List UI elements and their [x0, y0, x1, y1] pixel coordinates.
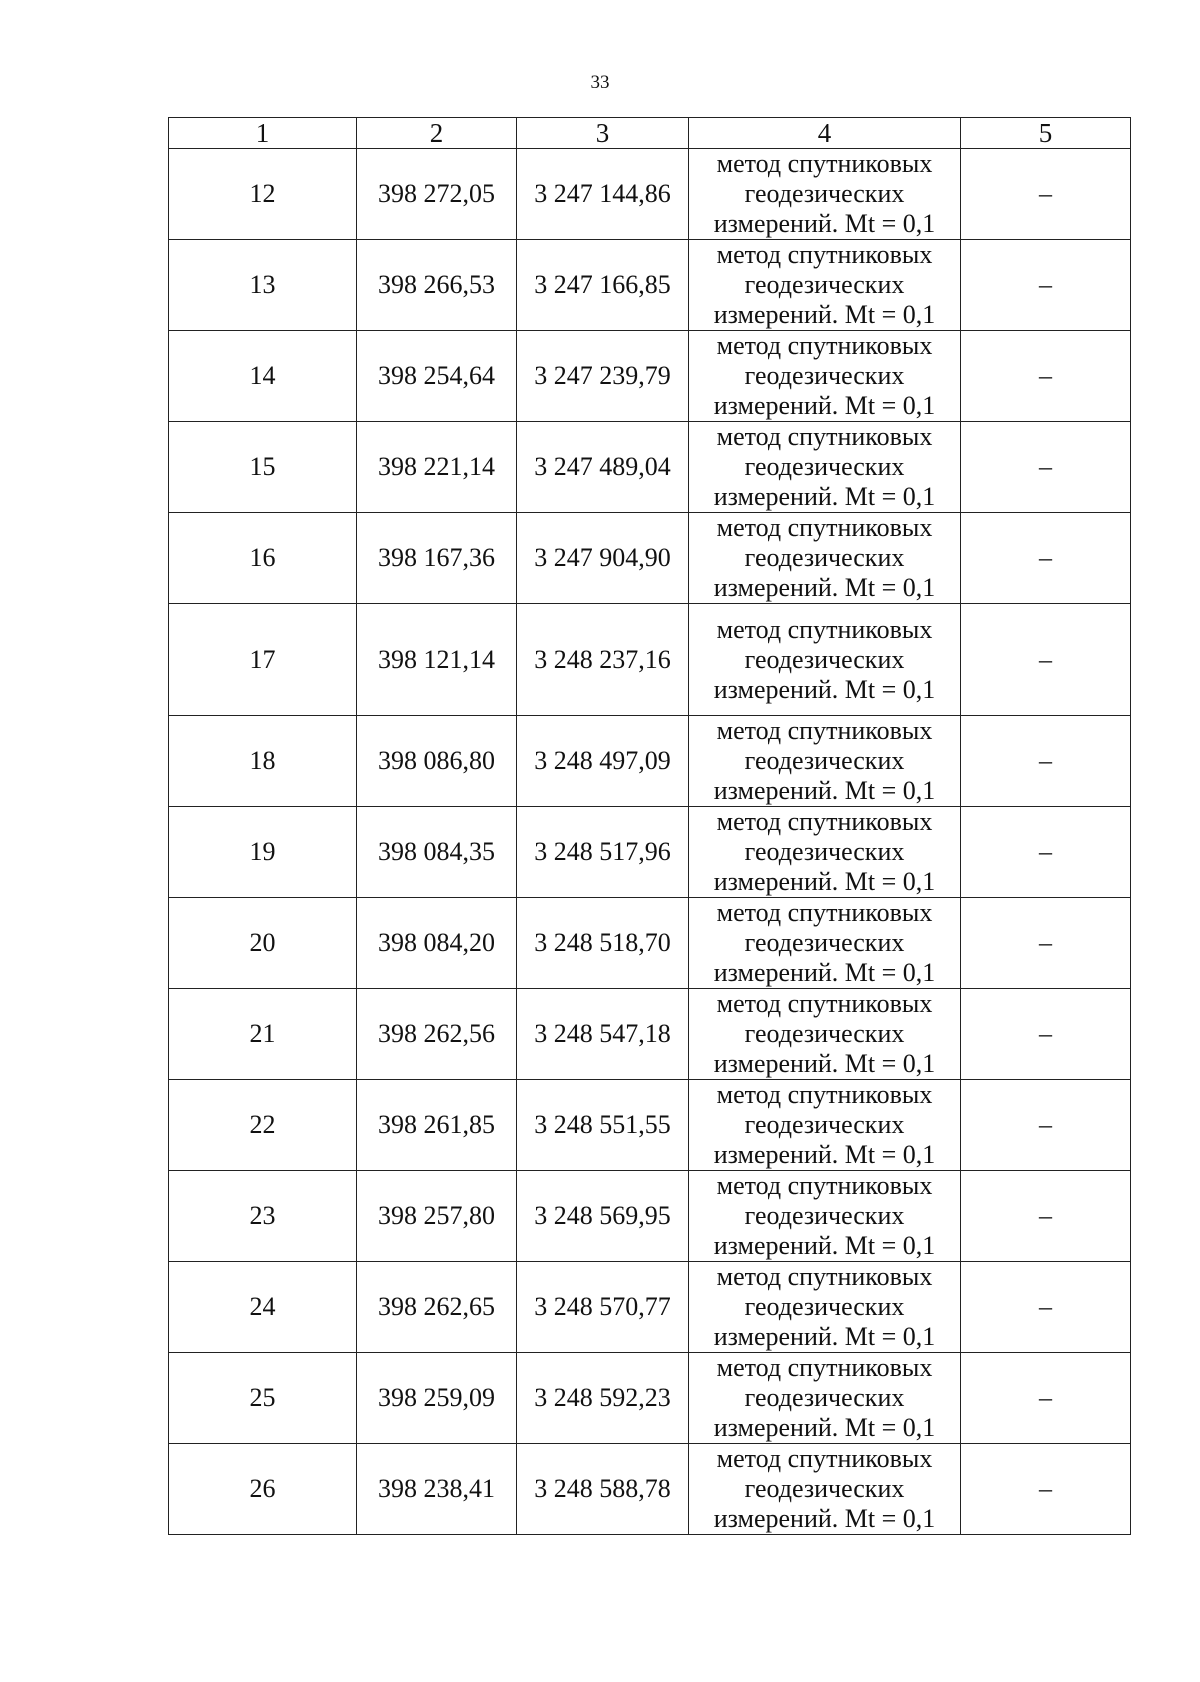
- method-cell: [689, 604, 961, 716]
- point-number-cell: 13: [169, 240, 357, 331]
- column-header-3: 3: [517, 118, 689, 149]
- y-coordinate-cell: 3 248 237,16: [517, 604, 689, 716]
- y-coordinate-cell: 3 248 570,77: [517, 1262, 689, 1353]
- point-number-cell: 15: [169, 422, 357, 513]
- method-cell: [689, 240, 961, 331]
- method-text: метод спутниковых геодезических измерений. Mt = 0,1: [713, 1080, 936, 1169]
- note-cell: –: [961, 513, 1131, 604]
- table-row: [169, 807, 1131, 898]
- method-text: метод спутниковых геодезических измерений. Mt = 0,1: [713, 240, 936, 329]
- method-text: метод спутниковых геодезических измерений. Mt = 0,1: [713, 331, 936, 420]
- y-coordinate-cell: 3 248 547,18: [517, 989, 689, 1080]
- y-coordinate-cell: 3 248 518,70: [517, 898, 689, 989]
- x-coordinate-cell: 398 266,53: [357, 240, 517, 331]
- method-cell: [689, 1171, 961, 1262]
- method-cell: [689, 898, 961, 989]
- point-number-cell: 18: [169, 716, 357, 807]
- x-coordinate-cell: 398 238,41: [357, 1444, 517, 1535]
- column-header-4: 4: [689, 118, 961, 149]
- note-cell: –: [961, 604, 1131, 716]
- method-text: метод спутниковых геодезических измерений. Mt = 0,1: [713, 422, 936, 511]
- column-header-2: 2: [357, 118, 517, 149]
- method-cell: [689, 513, 961, 604]
- note-cell: –: [961, 149, 1131, 240]
- x-coordinate-cell: 398 259,09: [357, 1353, 517, 1444]
- y-coordinate-cell: 3 247 489,04: [517, 422, 689, 513]
- table-row: [169, 149, 1131, 240]
- y-coordinate-cell: 3 248 497,09: [517, 716, 689, 807]
- method-cell: [689, 1353, 961, 1444]
- point-number-cell: 25: [169, 1353, 357, 1444]
- method-text: метод спутниковых геодезических измерений. Mt = 0,1: [713, 1353, 936, 1442]
- coordinates-table: [168, 117, 1131, 1535]
- y-coordinate-cell: 3 248 592,23: [517, 1353, 689, 1444]
- table-row: [169, 422, 1131, 513]
- y-coordinate-cell: 3 247 239,79: [517, 331, 689, 422]
- x-coordinate-cell: 398 167,36: [357, 513, 517, 604]
- y-coordinate-cell: 3 247 166,85: [517, 240, 689, 331]
- method-cell: [689, 1262, 961, 1353]
- note-cell: –: [961, 1353, 1131, 1444]
- table-row: [169, 989, 1131, 1080]
- method-cell: [689, 1444, 961, 1535]
- method-cell: [689, 331, 961, 422]
- point-number-cell: 17: [169, 604, 357, 716]
- x-coordinate-cell: 398 254,64: [357, 331, 517, 422]
- note-cell: –: [961, 1080, 1131, 1171]
- x-coordinate-cell: 398 084,35: [357, 807, 517, 898]
- method-cell: [689, 807, 961, 898]
- note-cell: –: [961, 989, 1131, 1080]
- x-coordinate-cell: 398 261,85: [357, 1080, 517, 1171]
- table-row: [169, 716, 1131, 807]
- header-row: [169, 118, 1131, 149]
- point-number-cell: 22: [169, 1080, 357, 1171]
- table-row: [169, 1444, 1131, 1535]
- method-text: метод спутниковых геодезических измерений. Mt = 0,1: [713, 716, 936, 805]
- method-text: метод спутниковых геодезических измерений. Mt = 0,1: [713, 1262, 936, 1351]
- table-row: [169, 1353, 1131, 1444]
- page-number: 33: [590, 72, 610, 93]
- method-cell: [689, 1080, 961, 1171]
- note-cell: –: [961, 240, 1131, 331]
- method-cell: [689, 989, 961, 1080]
- y-coordinate-cell: 3 248 517,96: [517, 807, 689, 898]
- point-number-cell: 23: [169, 1171, 357, 1262]
- method-text: метод спутниковых геодезических измерений. Mt = 0,1: [713, 614, 936, 704]
- table-header: [169, 118, 1131, 149]
- method-cell: [689, 716, 961, 807]
- point-number-cell: 16: [169, 513, 357, 604]
- method-cell: [689, 422, 961, 513]
- y-coordinate-cell: 3 247 904,90: [517, 513, 689, 604]
- y-coordinate-cell: 3 248 588,78: [517, 1444, 689, 1535]
- point-number-cell: 14: [169, 331, 357, 422]
- x-coordinate-cell: 398 262,56: [357, 989, 517, 1080]
- x-coordinate-cell: 398 086,80: [357, 716, 517, 807]
- y-coordinate-cell: 3 248 569,95: [517, 1171, 689, 1262]
- x-coordinate-cell: 398 221,14: [357, 422, 517, 513]
- table-row: [169, 1171, 1131, 1262]
- note-cell: –: [961, 807, 1131, 898]
- table-row: [169, 331, 1131, 422]
- method-text: метод спутниковых геодезических измерений. Mt = 0,1: [713, 898, 936, 987]
- x-coordinate-cell: 398 262,65: [357, 1262, 517, 1353]
- table-row: [169, 604, 1131, 716]
- method-cell: [689, 149, 961, 240]
- point-number-cell: 20: [169, 898, 357, 989]
- point-number-cell: 12: [169, 149, 357, 240]
- table-body: [169, 149, 1131, 1535]
- point-number-cell: 19: [169, 807, 357, 898]
- method-text: метод спутниковых геодезических измерений. Mt = 0,1: [713, 1444, 936, 1533]
- column-header-5: 5: [961, 118, 1131, 149]
- table-row: [169, 1080, 1131, 1171]
- table-row: [169, 1262, 1131, 1353]
- note-cell: –: [961, 898, 1131, 989]
- method-text: метод спутниковых геодезических измерений. Mt = 0,1: [713, 149, 936, 238]
- note-cell: –: [961, 422, 1131, 513]
- point-number-cell: 26: [169, 1444, 357, 1535]
- method-text: метод спутниковых геодезических измерений. Mt = 0,1: [713, 989, 936, 1078]
- method-text: метод спутниковых геодезических измерений. Mt = 0,1: [713, 807, 936, 896]
- note-cell: –: [961, 1444, 1131, 1535]
- point-number-cell: 24: [169, 1262, 357, 1353]
- table-row: [169, 513, 1131, 604]
- x-coordinate-cell: 398 257,80: [357, 1171, 517, 1262]
- method-text: метод спутниковых геодезических измерений. Mt = 0,1: [713, 1171, 936, 1260]
- x-coordinate-cell: 398 121,14: [357, 604, 517, 716]
- column-header-1: 1: [169, 118, 357, 149]
- x-coordinate-cell: 398 084,20: [357, 898, 517, 989]
- x-coordinate-cell: 398 272,05: [357, 149, 517, 240]
- note-cell: –: [961, 716, 1131, 807]
- note-cell: –: [961, 1171, 1131, 1262]
- y-coordinate-cell: 3 248 551,55: [517, 1080, 689, 1171]
- point-number-cell: 21: [169, 989, 357, 1080]
- table-row: [169, 898, 1131, 989]
- y-coordinate-cell: 3 247 144,86: [517, 149, 689, 240]
- table-row: [169, 240, 1131, 331]
- note-cell: –: [961, 1262, 1131, 1353]
- note-cell: –: [961, 331, 1131, 422]
- method-text: метод спутниковых геодезических измерений. Mt = 0,1: [713, 513, 936, 602]
